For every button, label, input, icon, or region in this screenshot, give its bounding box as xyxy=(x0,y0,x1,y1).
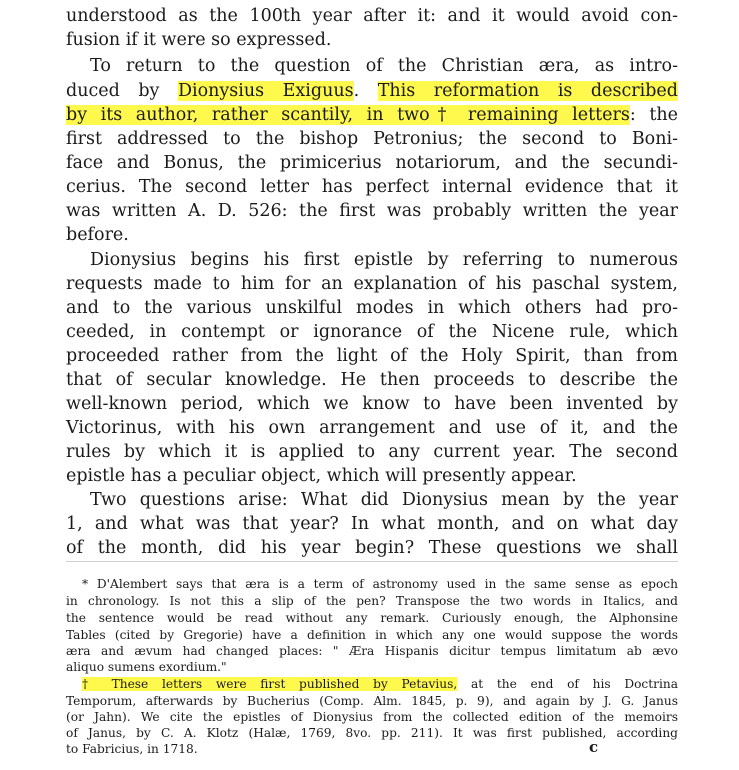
footnote-line: to Fabricius, in 1718. xyxy=(66,742,198,756)
footnote-line: aliquo sumens exordium." xyxy=(66,660,227,674)
footnote-line: Tables (cited by Gregorie) have a definition in which any one would suppose the words xyxy=(66,628,678,642)
main-line xyxy=(66,79,678,103)
main-line: requests made to him for an explanation of his paschal system, xyxy=(66,274,678,294)
footnote-line: of Janus, by C. A. Klotz (Halæ, 1769, 8vo. pp. 211). It was first published, according xyxy=(66,726,678,740)
footnote-line: * D'Alembert says that æra is a term of astronomy used in the same sense as epoch xyxy=(82,577,678,591)
main-line: 1, and what was that year? In what month, and on what day xyxy=(66,514,678,534)
main-line xyxy=(66,103,678,127)
main-line: first addressed to the bishop Petronius; the second to Boni- xyxy=(66,129,678,149)
main-line: Two questions arise: What did Dionysius mean by the year xyxy=(90,490,678,510)
highlighted-text: by its author, rather scantily, in two† remaining letters xyxy=(66,105,630,125)
footnote-divider xyxy=(66,561,678,562)
footnote-line xyxy=(66,676,678,693)
footnote-line: æra and ævum had changed places: " Æra Hispanis dicitur tempus limitatum ab ævo xyxy=(66,644,678,658)
main-line: of the month, did his year begin? These questions we shall xyxy=(66,538,678,558)
main-line: well-known period, which we know to have been invented by xyxy=(66,394,678,414)
main-line: Victorinus, with his own arrangement and use of it, and the xyxy=(66,418,678,438)
footnote-line: (or Jahn). We cite the epistles of Dionysius from the collected edition of the memoirs xyxy=(66,710,678,724)
main-text: . xyxy=(353,81,378,101)
main-line: fusion if it were so expressed. xyxy=(66,30,332,50)
highlighted-text: † These letters were first published by Petavius, xyxy=(82,677,458,691)
main-line: understood as the 100th year after it: and it would avoid con- xyxy=(66,6,678,26)
main-line: before. xyxy=(66,225,129,245)
main-line: proceeded rather from the light of the Holy Spirit, than from xyxy=(66,346,678,366)
main-line: rules by which it is applied to any current year. The second xyxy=(66,442,678,462)
main-line: was written A. D. 526: the first was probably written the year xyxy=(66,201,678,221)
main-line: ceeded, in contempt or ignorance of the Nicene rule, which xyxy=(66,322,678,342)
highlighted-text: Dionysius Exiguus xyxy=(177,81,354,101)
signature-mark: c xyxy=(589,738,599,756)
main-line: cerius. The second letter has perfect internal evidence that it xyxy=(66,177,678,197)
main-text: : the xyxy=(629,105,678,125)
main-line: Dionysius begins his first epistle by referring to numerous xyxy=(90,250,678,270)
main-line: epistle has a peculiar object, which will presently appear. xyxy=(66,466,577,486)
footnote-line: in chronology. Is not this a slip of the pen? Transpose the two words in Italics, and xyxy=(66,594,678,608)
main-line: To return to the question of the Christian æra, as intro- xyxy=(90,56,678,76)
highlighted-text: This reformation is described xyxy=(377,81,678,101)
main-line: that of secular knowledge. He then proceeds to describe the xyxy=(66,370,678,390)
footnote-text: at the end of his Doctrina xyxy=(457,677,678,691)
footnote-line: Temporum, afterwards by Bucherius (Comp. Alm. 1845, p. 9), and again by J. G. Janus xyxy=(66,694,678,708)
footnote-line: the sentence would be read without any remark. Curiously enough, the Alphonsine xyxy=(66,611,678,625)
main-text: duced by xyxy=(66,81,178,101)
main-line: face and Bonus, the primicerius notariorum, and the secundi- xyxy=(66,153,678,173)
main-line: and to the various unskilful modes in which others had pro- xyxy=(66,298,678,318)
